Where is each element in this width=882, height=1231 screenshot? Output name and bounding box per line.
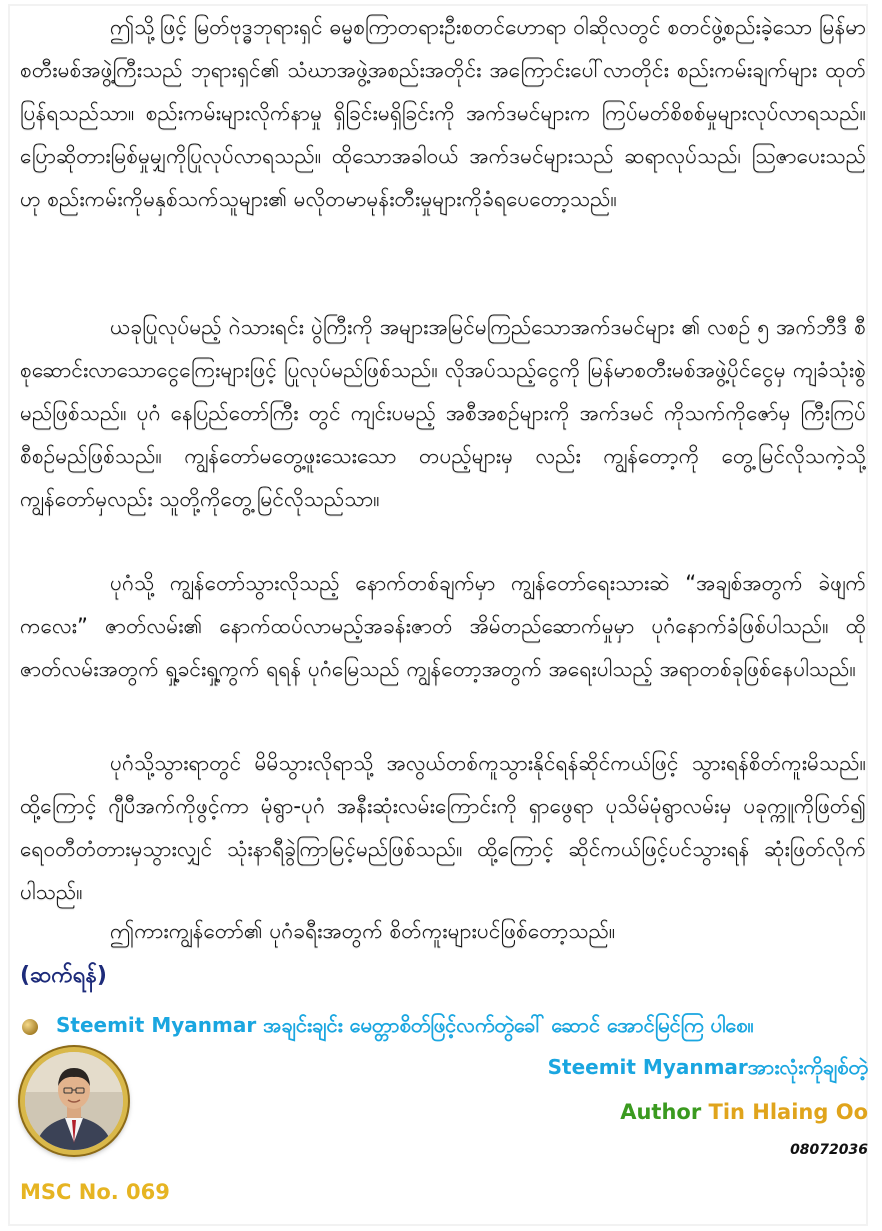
paragraph-1 xyxy=(20,6,866,221)
msc-number: MSC No. 069 xyxy=(20,1180,170,1204)
paragraph-2-text: ယခုပြုလုပ်မည့် ဂဲသားရင်း ပွဲကြီးကို အများအမြင်မကြည်သောအက်ဒမင်များ ၏ လစဉ် ၅ အက်ဘီဒီ စီစုဆောင်းလာသောငွေကြေးများဖြင့် ပြုလုပ်မည်ဖြစ်သည်။ လိုအပ်သည့်ငွေကို မြန်မာစတီးမစ်အဖွဲ့ပိုင်ငွေမှ ကျခံသုံးစွဲမည်ဖြစ်သည်။ ပုဂံ နေပြည်တော်ကြီး တွင် ကျင်းပမည့် အစီအစဉ်များကို အက်ဒမင် ကိုသက်ကိုဇော်မှ ကြီးကြပ်စီစဉ်မည်ဖြစ်သည်။ ကျွန်တော်မတွေ့ဖူးသေးသော တပည့်များမှ လည်း ကျွန်တော့ကို တွေ့မြင်လိုသကဲ့သို့ ကျွန်တော်မှလည်း သူတို့ကိုတွေ့မြင်လိုသည်သာ။ xyxy=(20,315,866,511)
paragraph-1-text: ဤသို့ဖြင့် မြတ်ဗုဒ္ဓဘုရားရှင် ဓမ္မစကြာတရားဦးစတင်ဟောရာ ဝါဆိုလတွင် စတင်ဖွဲ့စည်းခဲ့သော မြန်မာစတီးမစ်အဖွဲ့ကြီးသည် ဘုရားရှင်၏ သံဃာအဖွဲ့အစည်းအတိုင်း အကြောင်းပေါ်လာတိုင်း စည်းကမ်းချက်များ ထုတ်ပြန်ရသည်သာ။ စည်းကမ်းများလိုက်နာမှု ရှိခြင်းမရှိခြင်းကို အက်ဒမင်များက ကြပ်မတ်စိစစ်မှုများလုပ်လာရသည်။ ပြောဆိုတားမြစ်မှုမျှကိုပြုလုပ်လာရသည်။ ထိုသောအခါဝယ် အက်ဒမင်များသည် ဆရာလုပ်သည်၊ သြဇာပေးသည်ဟု စည်းကမ်းကိုမနှစ်သက်သူများ၏ မလိုတမာမုန်းတီးမှုများကိုခံရပေတော့သည်။ xyxy=(20,15,866,211)
author-line xyxy=(620,1100,868,1124)
date-label: 08072036 xyxy=(790,1142,868,1158)
paragraph-4 xyxy=(20,742,866,914)
love-line: Steemit Myanmarအားလုံးကိုချစ်တဲ့ xyxy=(547,1055,868,1079)
paragraph-5-text: ဤကားကျွန်တော်၏ ပုဂံခရီးအတွက် စိတ်ကူးများပင်ဖြစ်တော့သည်။ xyxy=(110,919,616,943)
paragraph-3-text: ပုဂံသို့ ကျွန်တော်သွားလိုသည့် နောက်တစ်ချက်မှာ ကျွန်တော်ရေးသားဆဲ “အချစ်အတွက် ခဲဖျက်ကလေး” ဇာတ်လမ်း၏ နောက်ထပ်လာမည့်အခန်းဇာတ် အိမ်တည်ဆောက်မှုမှာ ပုဂံနောက်ခံဖြစ်ပါသည်။ ထိုဇာတ်လမ်းအတွက် ရှု့ခင်းရှု့ကွက် ရရန် ပုဂံမြေသည် ကျွန်တော့အတွက် အရေးပါသည့် အရာတစ်ခုဖြစ်နေပါသည်။ xyxy=(20,571,866,681)
greeting-text: Steemit Myanmar အချင်းချင်း မေတ္တာစိတ်ဖြင့်လက်တွဲခေါ် ဆောင် အောင်မြင်ကြ ပါစေ။ xyxy=(56,1013,754,1037)
author-name: Tin Hlaing Oo xyxy=(708,1100,868,1124)
paragraph-4-text: ပုဂံသို့သွားရာတွင် မိမိသွားလိုရာသို့ အလွယ်တစ်ကူသွားနိုင်ရန်ဆိုင်ကယ်ဖြင့် သွားရန်စိတ်ကူးမိသည်။ ထို့ကြောင့် ဂျီပီအက်ကိုဖွင့်ကာ မုံရွာ-ပုဂံ အနီးဆုံးလမ်းကြောင်းကို ရှာဖွေရာ ပုသိမ်မုံရွာလမ်းမှ ပခုက္ကူကိုဖြတ်၍ ရေဝတီတံတားမှသွားလျှင် သုံးနာရီခွဲကြာမြင့်မည်ဖြစ်သည်။ ထို့ကြောင့် ဆိုင်ကယ်ဖြင့်ပင်သွားရန် ဆုံးဖြတ်လိုက် ပါသည်။ xyxy=(20,751,866,904)
paragraph-5 xyxy=(20,910,866,953)
gold-bullet-icon xyxy=(22,1019,38,1035)
paragraph-3 xyxy=(20,562,866,691)
author-label: Author xyxy=(620,1100,702,1124)
greeting-row xyxy=(22,1010,868,1044)
avatar-portrait xyxy=(25,1052,123,1150)
avatar xyxy=(20,1047,128,1155)
continued-label: (ဆက်ရန်) xyxy=(20,963,107,988)
paragraph-2 xyxy=(20,306,866,521)
